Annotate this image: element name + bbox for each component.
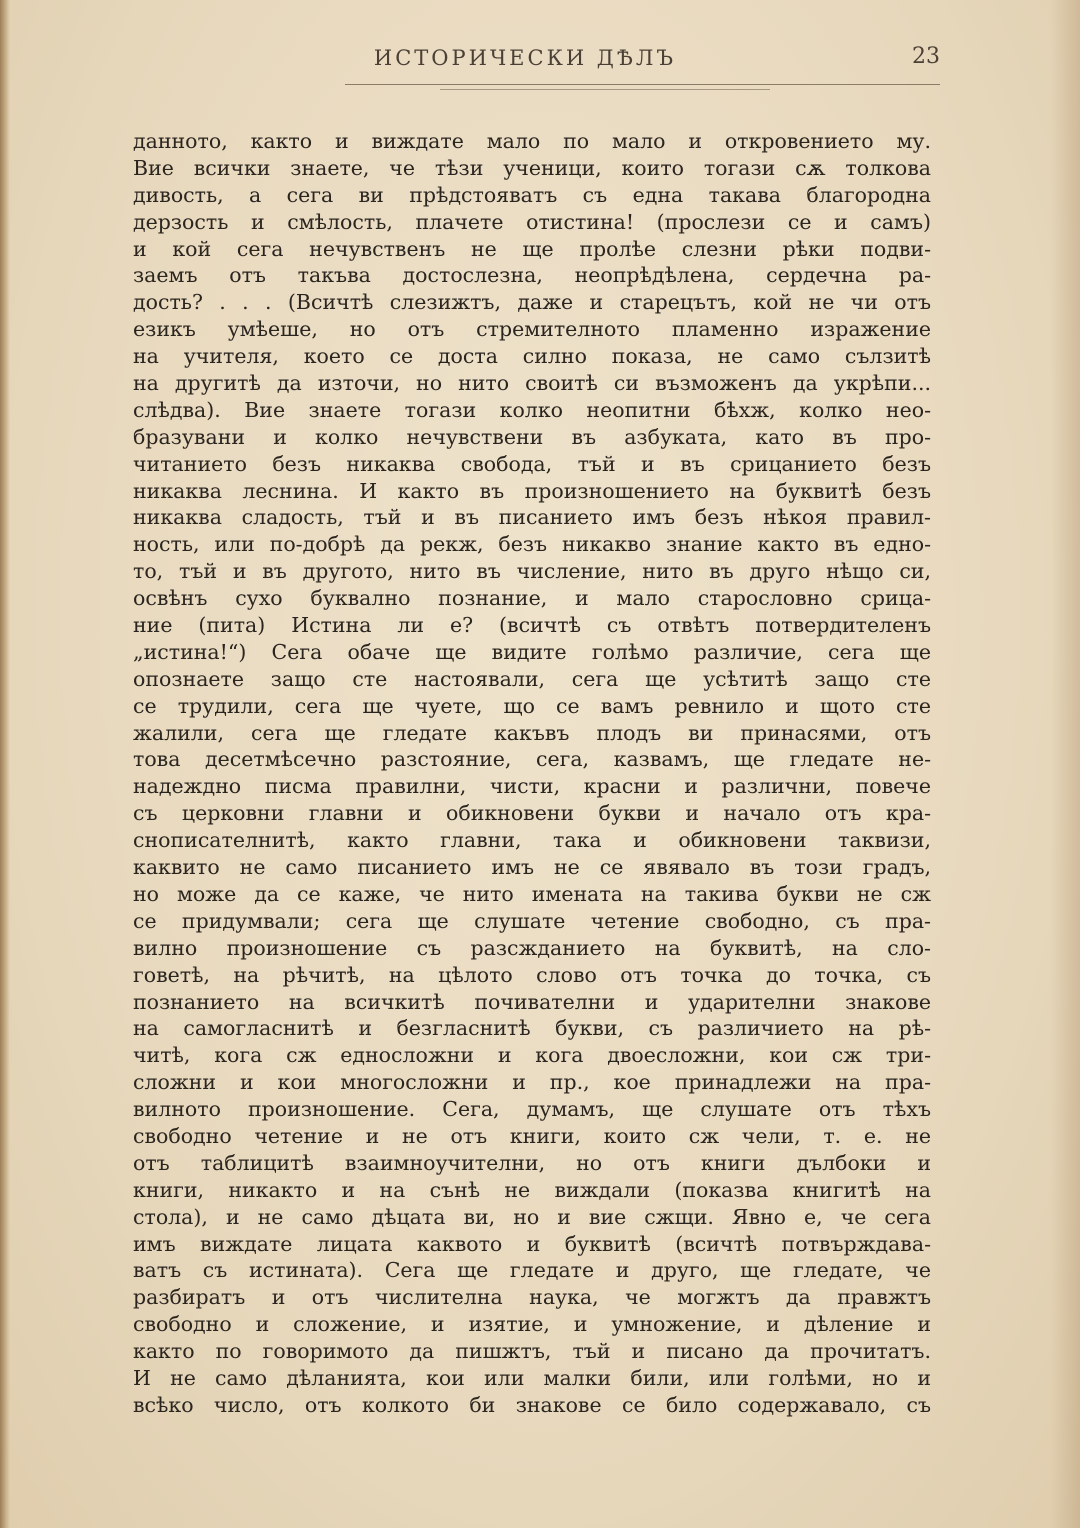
header-rule-secondary [440,89,770,90]
text-line: ние (пита) Истина ли е? (всичтѣ съ отвѣтъ потвердителенъ [133,613,931,638]
text-line: книги, никакто и на сънѣ не виждали (показва книгитѣ на [133,1177,931,1202]
text-line: дость? . . . (Всичтѣ слезижтъ, даже и старецътъ, кой не чи отъ [133,290,931,315]
text-line: вилното произношение. Сега, думамъ, ще слушате отъ тѣхъ [133,1097,931,1122]
text-line: снописателнитѣ, както главни, така и обикновени таквизи, [133,828,931,853]
text-line: дивость, а сега ви прѣдстояватъ съ една такава благородна [133,182,931,207]
text-line: езикъ умѣеше, но отъ стремителното пламенно изражение [133,317,931,342]
text-line: на самогласнитѣ и безгласнитѣ букви, съ различието на рѣ- [133,1016,931,1041]
page-number: 23 [912,44,940,69]
text-line: читанието безъ никаква свобода, тъй и въ срицанието безъ [133,451,931,476]
text-line: слѣдва). Вие знаете тогази колко неопитни бѣхж, колко нео- [133,397,931,422]
text-line: всѣко число, отъ колкото би знакове се било содержавало, съ [133,1392,931,1417]
text-line: читѣ, кога сж едносложни и кога двоесложни, кои сж три- [133,1043,931,1068]
text-line: бразувани и колко нечувствени въ азбуката, като въ про- [133,424,931,449]
text-line: надеждно писма правилни, чисти, красни и различни, повече [133,774,931,799]
text-line: както по говоримото да пишжтъ, тъй и писано да прочитатъ. [133,1339,931,1364]
body-text [133,128,931,1419]
text-line: съ церковни главни и обикновени букви и начало отъ кра- [133,801,931,826]
text-line: освѣнъ сухо буквално познание, и мало старословно срица- [133,586,931,611]
text-line: имъ виждате лицата каквото и буквитѣ (всичтѣ потвърждава- [133,1231,931,1256]
text-line: Вие всички знаете, че тѣзи ученици, които тогази сѫ толкова [133,155,931,180]
header-rule [345,84,940,85]
text-line: свободно и сложение, и изятие, и умножение, и дѣление и [133,1312,931,1337]
text-line: ватъ съ истината). Сега ще гледате и друго, ще гледате, че [133,1258,931,1283]
text-line: заемъ отъ такъва достослезна, неопрѣдѣлена, сердечна ра- [133,263,931,288]
page-binding-edge [0,0,10,1528]
text-line: опознаете защо сте настоявали, сега ще усѣтитѣ защо сте [133,666,931,691]
text-line: говетѣ, на рѣчитѣ, на цѣлото слово отъ точка до точка, съ [133,962,931,987]
text-line: жалили, сега ще гледате какъвъ плодъ ви принасями, отъ [133,720,931,745]
text-line: се придумвали; сега ще слушате четение свободно, съ пра- [133,908,931,933]
running-head-title: ИСТОРИЧЕСКИ ДѢЛЪ [373,46,677,70]
text-line: И не само дѣланията, кои или малки били, или голѣми, но и [133,1365,931,1390]
text-line: това десетмѣсечно разстояние, сега, казвамъ, ще гледате не- [133,747,931,772]
text-line: каквито не само писанието имъ не се явявало въ този градъ, [133,855,931,880]
text-line: познанието на всичкитѣ почивателни и ударителни знакове [133,989,931,1014]
page-edge-shadow [1050,0,1080,1528]
text-line: дерзость и смѣлость, плачете отистина! (прослези се и самъ) [133,209,931,234]
text-line: то, тъй и въ другото, нито въ числение, нито въ друго нѣщо си, [133,559,931,584]
text-line: и кой сега нечувственъ не ще пролѣе слезни рѣки подви- [133,236,931,261]
text-line: отъ таблицитѣ взаимноучителни, но отъ книги дълбоки и [133,1150,931,1175]
text-line: на учителя, което се доста силно показа, не само сълзитѣ [133,344,931,369]
text-line: сложни и кои многосложни и пр., кое принадлежи на пра- [133,1070,931,1095]
text-line: стола), и не само дѣцата ви, но и вие сжщи. Явно е, че сега [133,1204,931,1229]
text-line: вилно произношение съ разсжданието на буквитѣ, на сло- [133,935,931,960]
text-line: се трудили, сега ще чуете, що се вамъ ревнило и щото сте [133,693,931,718]
text-line: никаква сладость, тъй и въ писанието имъ безъ нѣкоя правил- [133,505,931,530]
text-line: никаква леснина. И както въ произношението на буквитѣ безъ [133,478,931,503]
text-line: на другитѣ да източи, но нито своитѣ си възможенъ да укрѣпи... [133,371,931,396]
text-line: свободно четение и не отъ книги, които сж чели, т. е. не [133,1123,931,1148]
text-line: данното, както и виждате мало по мало и откровението му. [133,129,931,153]
text-line: разбиратъ и отъ числителна наука, че могжтъ да правжтъ [133,1285,931,1310]
text-line: но може да се каже, че нито имената на такива букви не сж [133,881,931,906]
text-line: „истина!“) Сега обаче ще видите голѣмо различие, сега ще [133,639,931,664]
text-line: ность, или по-добрѣ да рекж, безъ никакво знание както въ едно- [133,532,931,557]
